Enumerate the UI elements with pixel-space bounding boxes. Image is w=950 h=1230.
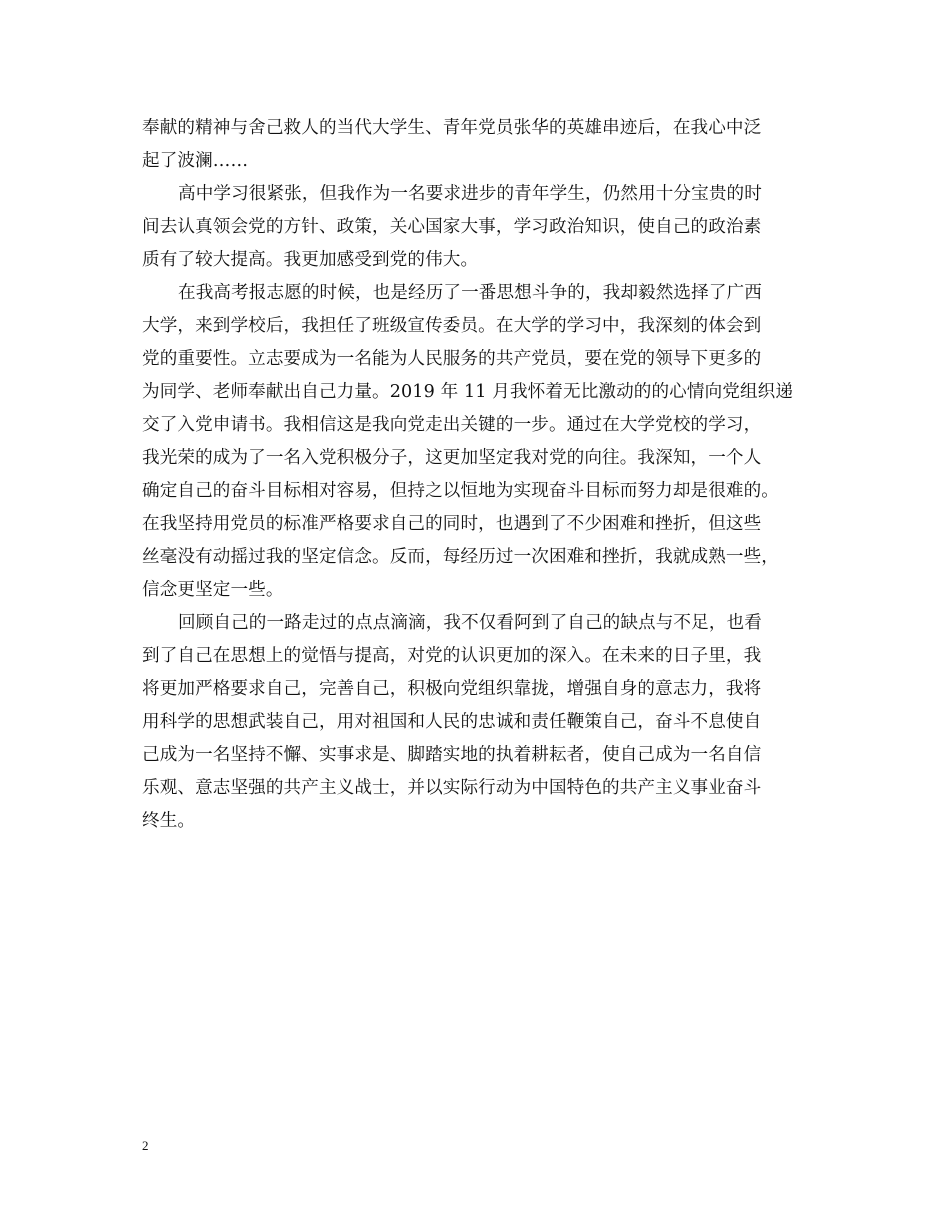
text-line: 质有了较大提高。我更加感受到党的伟大。 xyxy=(142,250,479,270)
text-line: 将更加严格要求自己，完善自己，积极向党组织靠拢，增强自身的意志力，我将 xyxy=(142,679,762,699)
text-line: 用科学的思想武装自己，用对祖国和人民的忠诚和责任鞭策自己，奋斗不息使自 xyxy=(142,712,762,732)
text-line: 起了波澜…… xyxy=(142,151,249,171)
text-line: 党的重要性。立志要成为一名能为人民服务的共产党员，要在党的领导下更多的 xyxy=(142,349,762,369)
text-line: 终生。 xyxy=(142,811,196,831)
paragraph-first-line: 高中学习很紧张，但我作为一名要求进步的青年学生，仍然用十分宝贵的时 xyxy=(178,184,762,204)
text-line: 乐观、意志坚强的共产主义战士，并以实际行动为中国特色的共产主义事业奋斗 xyxy=(142,778,762,798)
text-line: 己成为一名坚持不懈、实事求是、脚踏实地的执着耕耘者，使自己成为一名自信 xyxy=(142,745,762,765)
text-line: 丝毫没有动摇过我的坚定信念。反而，每经历过一次困难和挫折，我就成熟一些， xyxy=(142,547,779,567)
document-body xyxy=(142,112,814,838)
paragraph-first-line: 回顾自己的一路走过的点点滴滴，我不仅看阿到了自己的缺点与不足，也看 xyxy=(178,613,762,633)
text-line: 交了入党申请书。我相信这是我向党走出关键的一步。通过在大学党校的学习， xyxy=(142,415,762,435)
text-line: 为同学、老师奉献出自己力量。2019 年 11 月我怀着无比激动的的心情向党组织递 xyxy=(142,382,794,402)
text-line: 大学，来到学校后，我担任了班级宣传委员。在大学的学习中，我深刻的体会到 xyxy=(142,316,762,336)
page-number: 2 xyxy=(142,1138,149,1153)
text-line: 在我坚持用党员的标准严格要求自己的同时，也遇到了不少困难和挫折，但这些 xyxy=(142,514,762,534)
text-line: 奉献的精神与舍己救人的当代大学生、青年党员张华的英雄串迹后，在我心中泛 xyxy=(142,118,762,138)
text-line: 到了自己在思想上的觉悟与提高，对党的认识更加的深入。在未来的日子里，我 xyxy=(142,646,762,666)
text-line: 间去认真领会党的方针、政策，关心国家大事，学习政治知识，使自己的政治素 xyxy=(142,217,762,237)
text-line: 信念更坚定一些。 xyxy=(142,580,284,600)
text-line: 确定自己的奋斗目标相对容易，但持之以恒地为实现奋斗目标而努力却是很难的。 xyxy=(142,481,779,501)
text-line: 我光荣的成为了一名入党积极分子，这更加坚定我对党的向往。我深知，一个人 xyxy=(142,448,762,468)
paragraph-first-line: 在我高考报志愿的时候，也是经历了一番思想斗争的，我却毅然选择了广西 xyxy=(178,283,762,303)
